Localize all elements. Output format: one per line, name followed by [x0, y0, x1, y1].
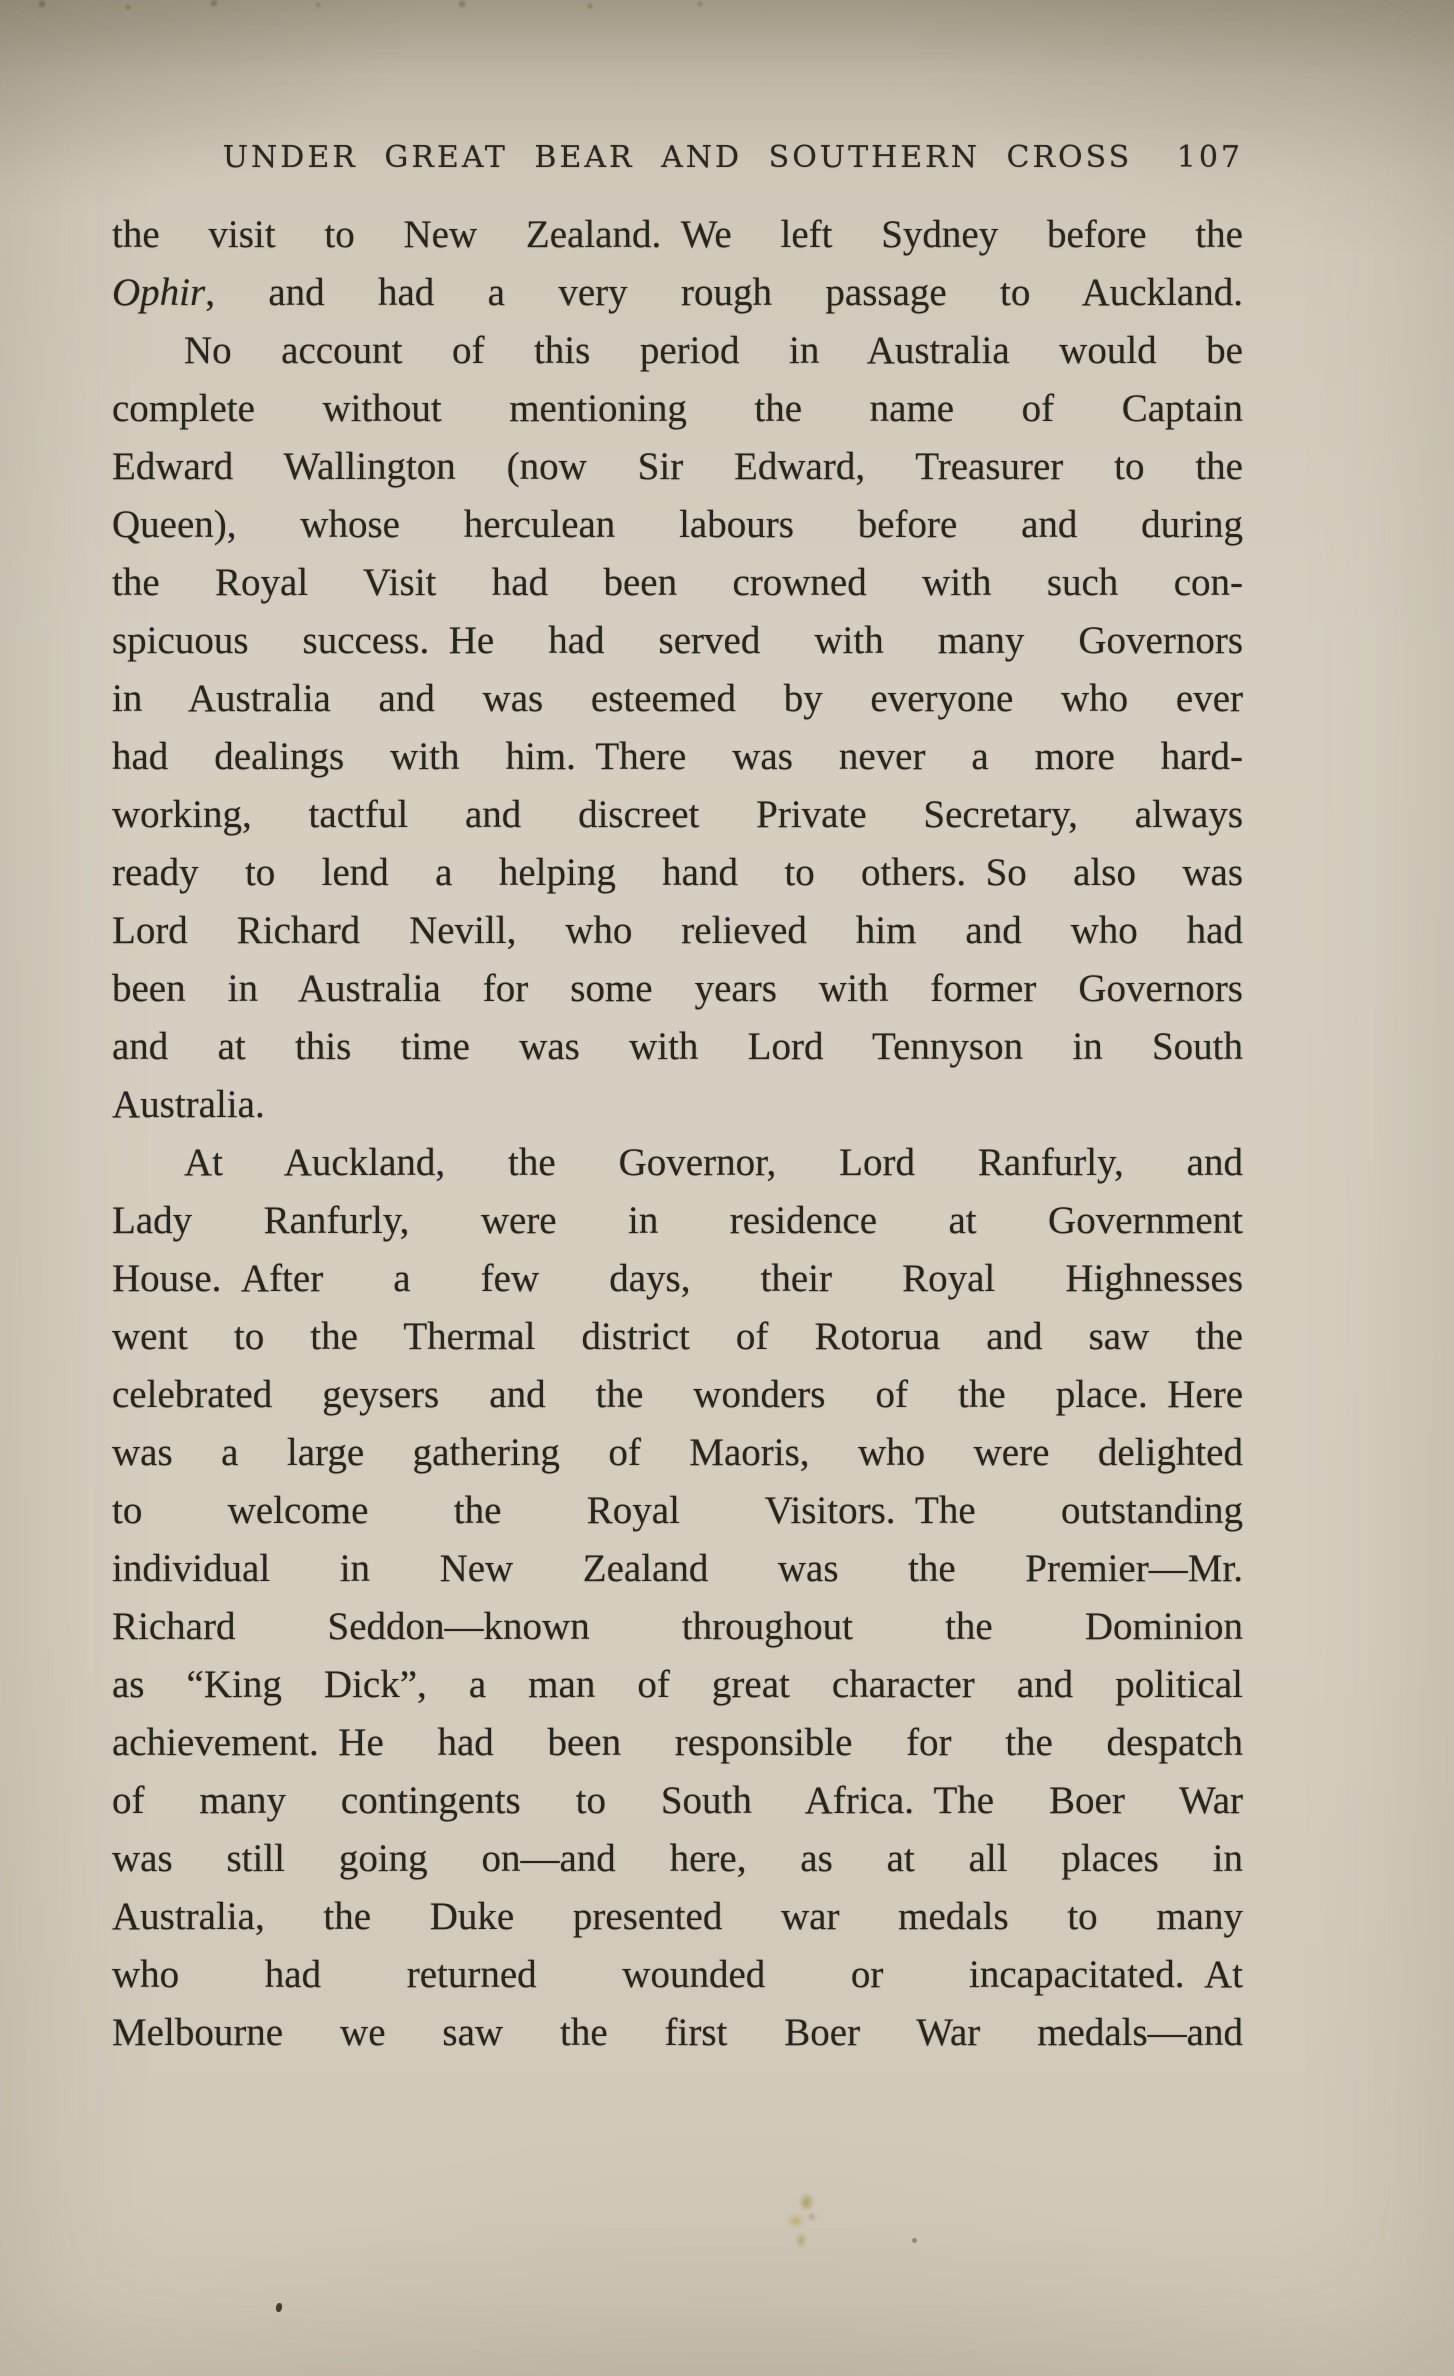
italic-text: Ophir: [112, 271, 206, 314]
text-line: complete without mentioning the name of Captain: [112, 387, 1243, 430]
text-line: who had returned wounded or incapacitated. At: [112, 1953, 1243, 1996]
text-line: Lord Richard Nevill, who relieved him and who had: [112, 909, 1243, 952]
text-line: the visit to New Zealand. We left Sydney before the: [112, 213, 1243, 256]
page-number: 107: [1176, 140, 1243, 175]
text-line: achievement. He had been responsible for the despatch: [112, 1721, 1243, 1764]
text-line: [112, 264, 1243, 322]
text-line: Richard Seddon—known throughout the Dominion: [112, 1605, 1243, 1648]
text-line: Queen), whose herculean labours before and during: [112, 503, 1243, 546]
text-line: Melbourne we saw the first Boer War medals—and: [112, 2011, 1243, 2054]
text-line: Australia, the Duke presented war medals to many: [112, 1895, 1243, 1938]
text-line: Australia.: [112, 1083, 265, 1126]
running-header: [112, 140, 1243, 186]
text-line: was still going on—and here, as at all places in: [112, 1837, 1243, 1880]
text-line: individual in New Zealand was the Premier—Mr.: [112, 1547, 1243, 1590]
text-line: Lady Ranfurly, were in residence at Government: [112, 1199, 1243, 1242]
text-line: No account of this period in Australia would be: [184, 329, 1243, 372]
text-line: as “King Dick”, a man of great character and political: [112, 1663, 1243, 1706]
paper-stain: [781, 2188, 825, 2252]
text-line: spicuous success. He had served with many Governors: [112, 619, 1243, 662]
page-body-text: [112, 206, 1243, 2062]
paper-edge-speckles: [0, 0, 760, 16]
text-line: in Australia and was esteemed by everyone who ever: [112, 677, 1243, 720]
text-line: working, tactful and discreet Private Secretary, always: [112, 793, 1243, 836]
paper-speck: [275, 2302, 283, 2312]
text-line: was a large gathering of Maoris, who were delighted: [112, 1431, 1243, 1474]
running-header-title: UNDER GREAT BEAR AND SOUTHERN CROSS: [222, 140, 1133, 175]
text-line: celebrated geysers and the wonders of the place. Here: [112, 1373, 1243, 1416]
text-line: been in Australia for some years with former Governors: [112, 967, 1243, 1010]
paper-speck: [912, 2238, 917, 2243]
text-line: had dealings with him. There was never a more hard-: [112, 735, 1243, 778]
text-line: ready to lend a helping hand to others. So also was: [112, 851, 1243, 894]
text-line: went to the Thermal district of Rotorua and saw the: [112, 1315, 1243, 1358]
text-line: of many contingents to South Africa. The Boer War: [112, 1779, 1243, 1822]
text-line: House. After a few days, their Royal Highnesses: [112, 1257, 1243, 1300]
text-line: to welcome the Royal Visitors. The outstanding: [112, 1489, 1243, 1532]
text-line: At Auckland, the Governor, Lord Ranfurly, and: [184, 1141, 1243, 1184]
text-segment: , and had a very rough passage to Auckland.: [205, 271, 1243, 314]
text-line: Edward Wallington (now Sir Edward, Treasurer to the: [112, 445, 1243, 488]
text-line: the Royal Visit had been crowned with such con-: [112, 561, 1243, 604]
text-line: and at this time was with Lord Tennyson in South: [112, 1025, 1243, 1068]
